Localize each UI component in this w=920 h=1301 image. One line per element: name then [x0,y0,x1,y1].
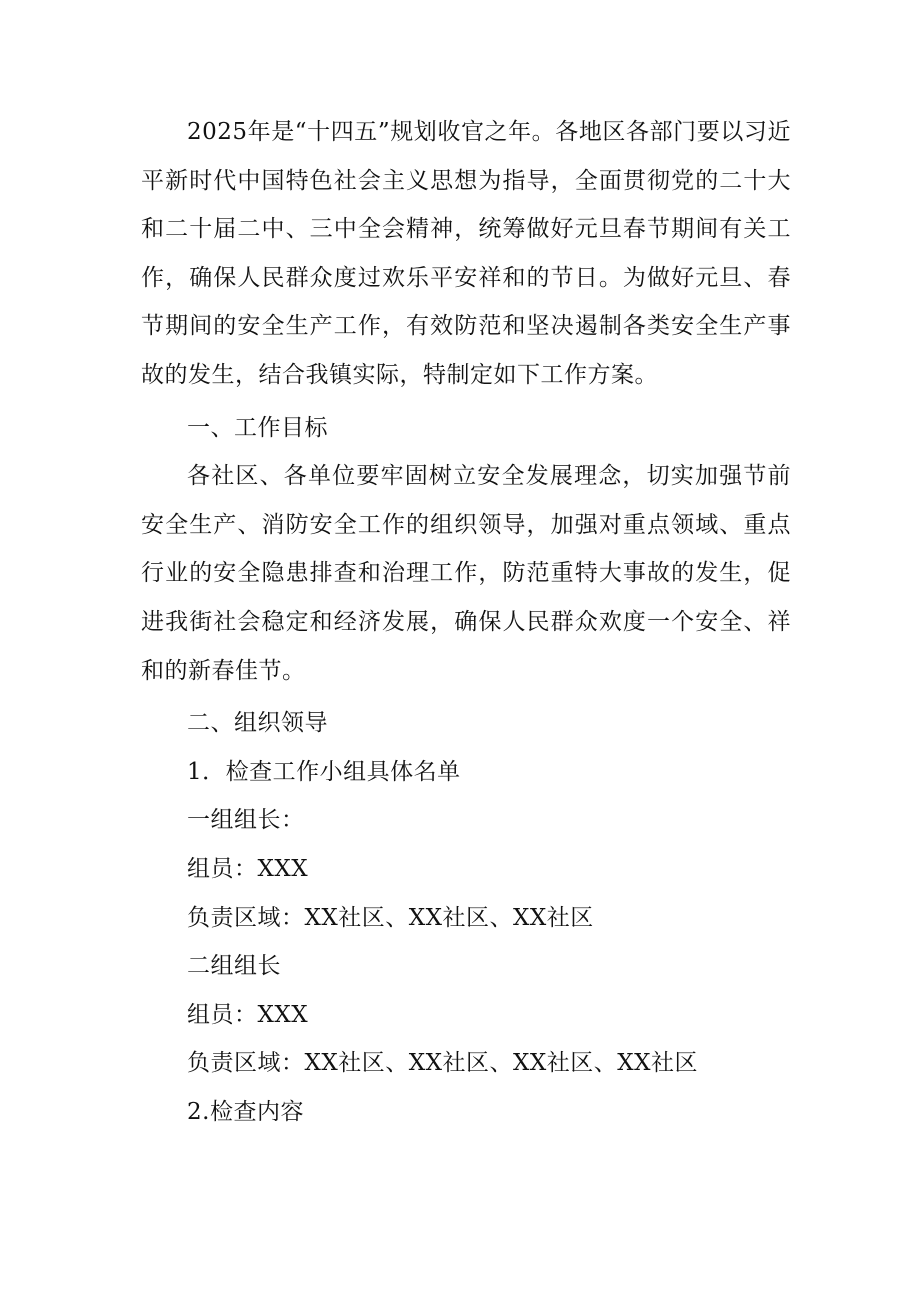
list-item-group2-members: 组员：XXX [187,1001,309,1028]
list-item-group1-area: 负责区域：XX社区、XX社区、XX社区 [187,904,594,931]
goals-paragraph: 各社区、各单位要牢固树立安全发展理念，切实加强节前安全生产、消防安全工作的组织领导，加强对重点领域、重点行业的安全隐患排查和治理工作，防范重特大事故的发生，促进我街社会稳定和经济发展，确保人民群众欢度一个安全、祥和的新春佳节。 [141,463,791,684]
list-item-group2-area: 负责区域：XX社区、XX社区、XX社区、XX社区 [187,1050,698,1077]
list-item-team-roster-title: 1．检查工作小组具体名单 [187,758,461,785]
list-item-group2-leader: 二组组长 [187,953,281,980]
section-heading-organization: 二、组织领导 [187,710,328,737]
list-item-inspection-content: 2.检查内容 [187,1098,304,1125]
list-item-group1-members: 组员：XXX [187,855,309,882]
list-item-group1-leader: 一组组长： [187,807,305,834]
document-body [141,108,791,1136]
intro-paragraph: 2025年是“十四五”规划收官之年。各地区各部门要以习近平新时代中国特色社会主义思想为指导，全面贯彻党的二十大和二十届二中、三中全会精神，统筹做好元旦春节期间有关工作，确保人民群众度过欢乐平安祥和的节日。为做好元旦、春节期间的安全生产工作，有效防范和坚决遏制各类安全生产事故的发生，结合我镇实际，特制定如下工作方案。 [141,119,791,388]
section-heading-goals: 一、工作目标 [187,414,328,441]
